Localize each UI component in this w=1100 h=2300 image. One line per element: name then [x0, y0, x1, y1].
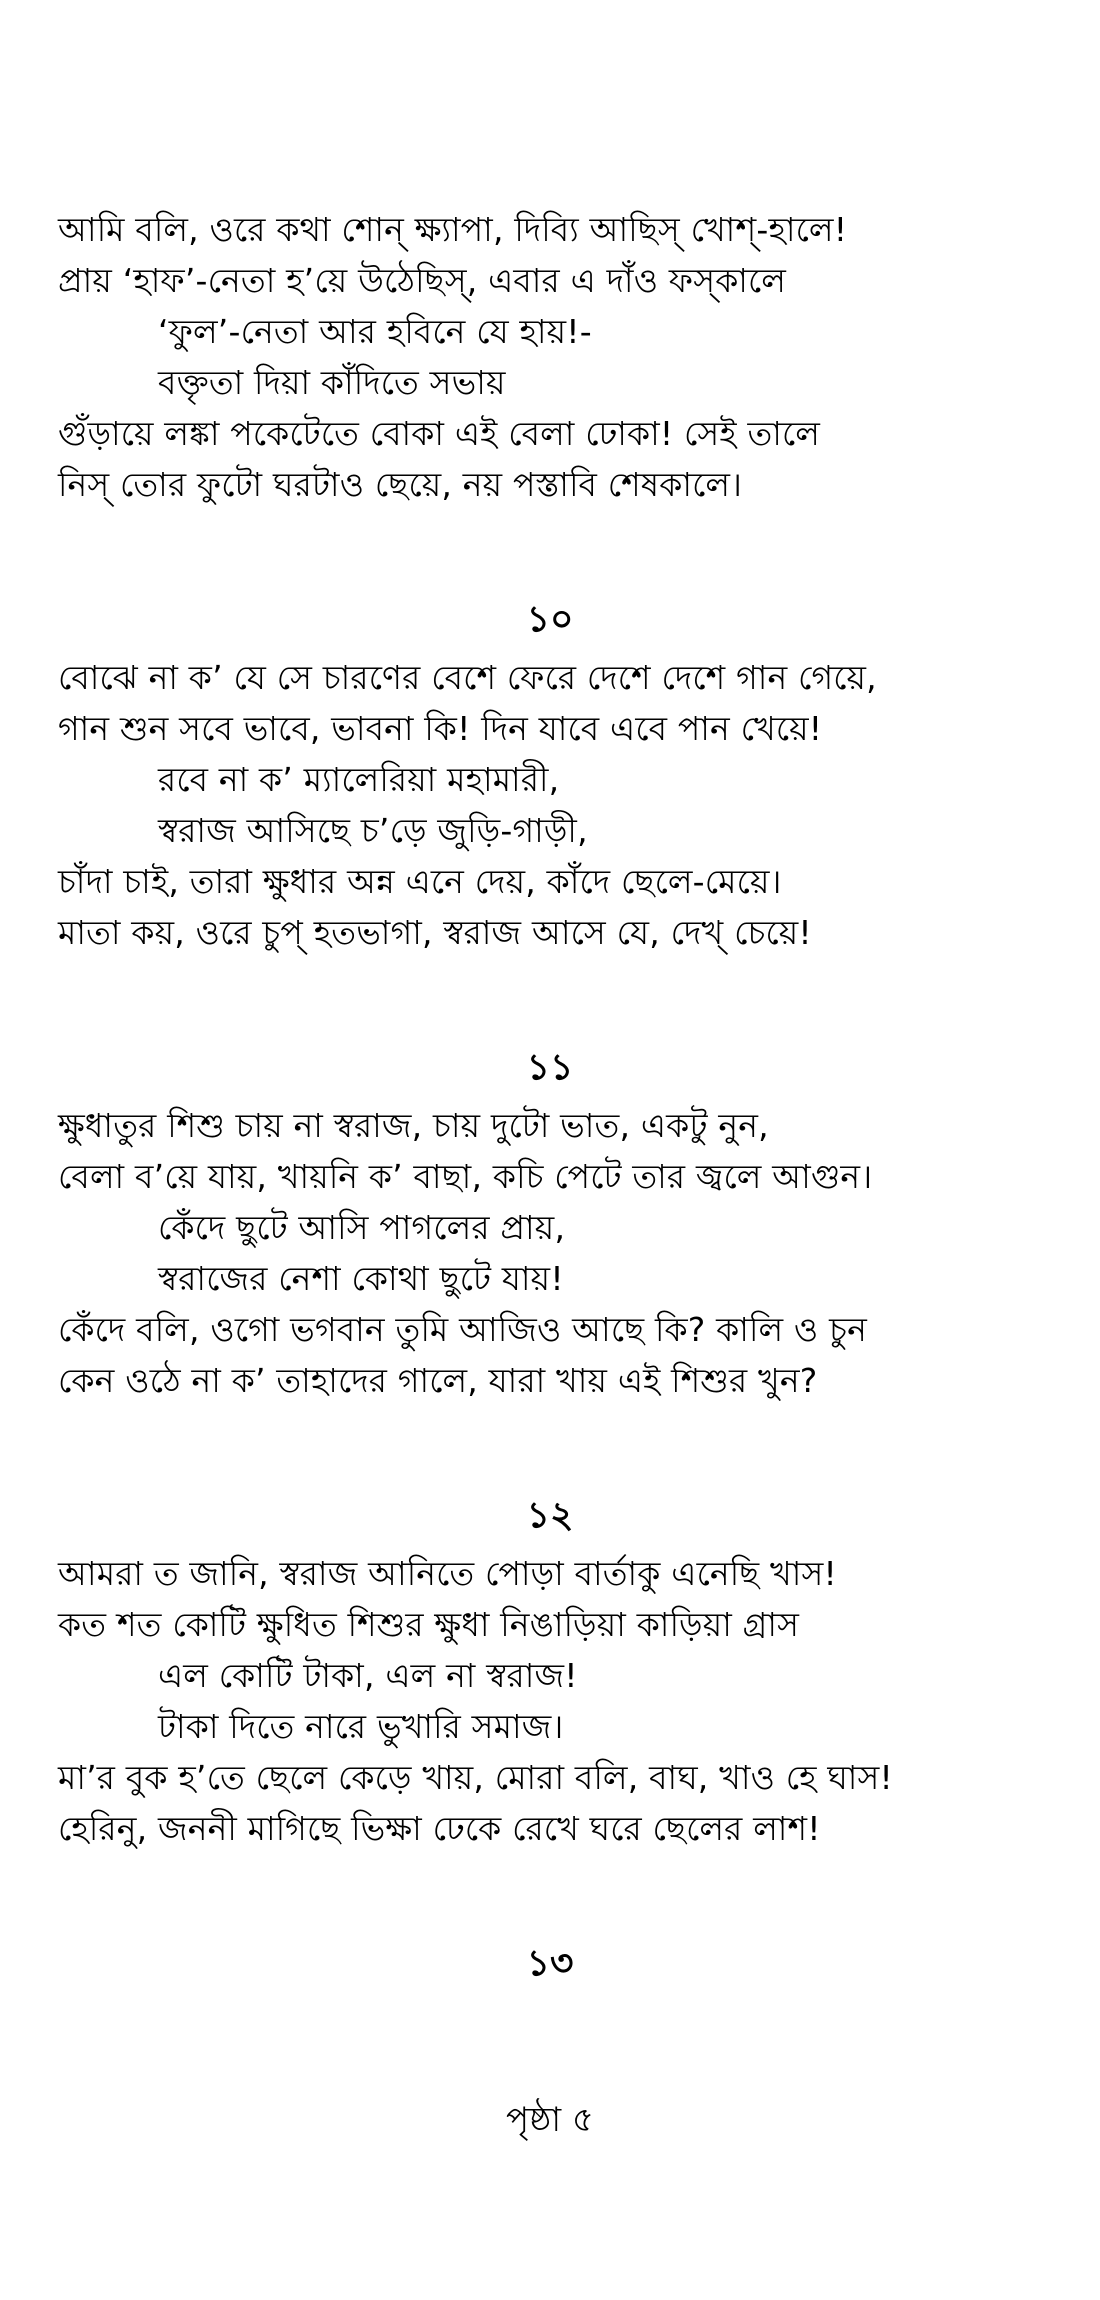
poem-line: কেঁদে ছুটে আসি পাগলের প্রায়, [158, 1208, 566, 1247]
poem-line: চাঁদা চাই, তারা ক্ষুধার অন্ন এনে দেয়, কাঁদে ছেলে-মেয়ে। [58, 862, 782, 901]
poem-line: এল কোটি টাকা, এল না স্বরাজ! [158, 1656, 578, 1695]
poem-line: কেন ওঠে না ক’ তাহাদের গালে, যারা খায় এই শিশুর খুন? [58, 1361, 818, 1400]
poem-line: ‘ফুল’-নেতা আর হবিনে যে হায়!- [158, 312, 592, 351]
poem-line: গান শুন সবে ভাবে, ভাবনা কি! দিন যাবে এবে পান খেয়ে! [58, 709, 823, 748]
poem-line: স্বরাজ আসিছে চ’ড়ে জুড়ি-গাড়ী, [158, 811, 588, 850]
stanza-number: ১৩ [526, 1943, 574, 1984]
poem-line: আমরা ত জানি, স্বরাজ আনিতে পোড়া বার্তাকু এনেছি খাস! [58, 1554, 837, 1593]
poem-line: আমি বলি, ওরে কথা শোন্‌ ক্ষ্যাপা, দিব্যি আছিস্‌ খোশ্‌-হালে! [58, 210, 848, 249]
poem-line: বোঝে না ক’ যে সে চারণের বেশে ফেরে দেশে দেশে গান গেয়ে, [58, 658, 877, 697]
poem-line: গুঁড়ায়ে লঙ্কা পকেটেতে বোকা এই বেলা ঢোকা! সেই তালে [58, 414, 821, 453]
poem-line: মা’র বুক হ’তে ছেলে কেড়ে খায়, মোরা বলি, বাঘ, খাও হে ঘাস! [58, 1758, 893, 1797]
poem-line: স্বরাজের নেশা কোথা ছুটে যায়! [158, 1259, 564, 1298]
poem-line: রবে না ক’ ম্যালেরিয়া মহামারী, [158, 760, 560, 799]
poem-line: কেঁদে বলি, ওগো ভগবান তুমি আজিও আছে কি? কালি ও চুন [58, 1310, 868, 1349]
page-number: পৃষ্ঠা ৫ [506, 2100, 594, 2140]
poem-line: প্রায় ‘হাফ’-নেতা হ’য়ে উঠেছিস্‌, এবার এ দাঁও ফস্‌কালে [58, 261, 787, 300]
stanza-12 [58, 1548, 1058, 1854]
poem-line: মাতা কয়, ওরে চুপ্‌ হতভাগা, স্বরাজ আসে যে, দেখ্‌ চেয়ে! [58, 913, 812, 952]
poem-line: বেলা ব’য়ে যায়, খায়নি ক’ বাছা, কচি পেটে তার জ্বলে আগুন। [58, 1157, 873, 1196]
poem-line: হেরিনু, জননী মাগিছে ভিক্ষা ঢেকে রেখে ঘরে ছেলের লাশ! [58, 1809, 821, 1848]
stanza-number: ১২ [526, 1495, 574, 1536]
poem-line: নিস্‌ তোর ফুটো ঘরটাও ছেয়ে, নয় পস্তাবি শেষকালে। [58, 465, 743, 504]
poem-line: বক্তৃতা দিয়া কাঁদিতে সভায় [158, 363, 506, 402]
poem-line: টাকা দিতে নারে ভুখারি সমাজ। [158, 1707, 564, 1746]
stanza-11 [58, 1100, 1058, 1406]
poem-line: কত শত কোটি ক্ষুধিত শিশুর ক্ষুধা নিঙাড়িয়া কাড়িয়া গ্রাস [58, 1605, 800, 1644]
stanza-number: ১০ [526, 599, 574, 640]
stanza-10 [58, 652, 1058, 958]
stanza-top [58, 204, 1058, 510]
poem-line: ক্ষুধাতুর শিশু চায় না স্বরাজ, চায় দুটো ভাত, একটু নুন, [58, 1106, 769, 1145]
stanza-number: ১১ [526, 1047, 574, 1088]
